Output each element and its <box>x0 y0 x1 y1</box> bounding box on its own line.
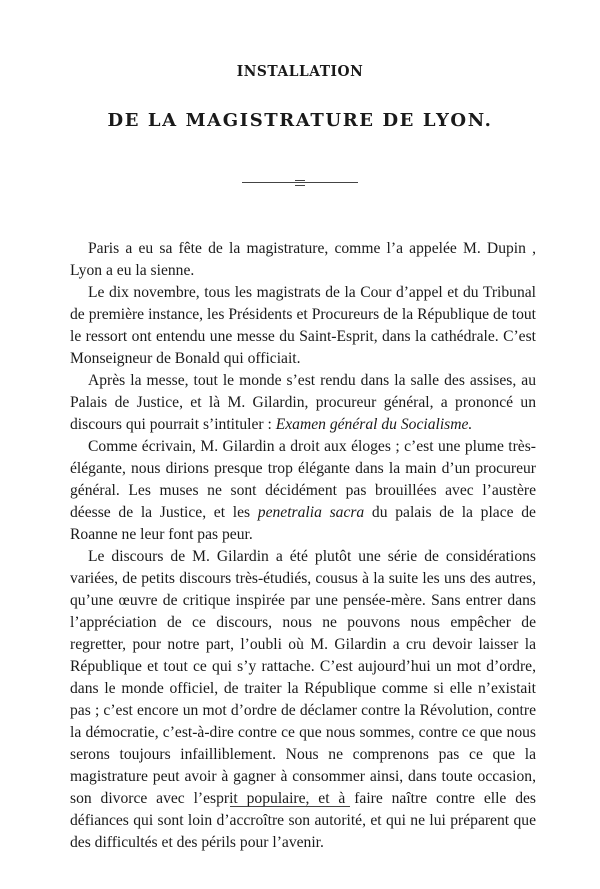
heading-line-2: DE LA MAGISTRATURE DE LYON. <box>107 110 493 131</box>
article-body <box>70 238 536 854</box>
paragraph <box>70 238 536 282</box>
italic-text-segment: Examen général du Socialisme. <box>275 416 473 433</box>
bottom-separator-rule <box>230 806 350 807</box>
text-segment: du palais de la place de Roanne ne leur font pas peur. <box>70 504 536 543</box>
text-segment: Le dix novembre, tous les magistrats de la Cour d’appel et du Tribunal de première instance, les Présidents et Procureurs de la République de tout le ressort ont entendu une messe du Saint-Esprit, dans la cathédrale. C’est Monseigneur de Bonald qui officiait. <box>70 284 536 367</box>
text-segment: Comme écrivain, M. Gilardin a droit aux éloges ; c’est une plume très-élégante, nous dirions presque trop élégante dans la main d’un procureur général. Les muses ne sont décidément pas brouillées avec l’austère déesse de la Justice, et les <box>70 438 536 521</box>
text-segment: Après la messe, tout le monde s’est rendu dans la salle des assises, au Palais de Justice, et là M. Gilardin, procureur général, a prononcé un discours qui pourrait s’intituler : <box>70 372 536 433</box>
text-segment: Paris a eu sa fête de la magistrature, comme l’a appelée M. Dupin , Lyon a eu la sienne. <box>70 240 536 279</box>
heading-line-1: INSTALLATION <box>236 62 364 80</box>
paragraph <box>70 546 536 854</box>
paragraph <box>70 436 536 546</box>
separator-ornament <box>295 180 305 186</box>
paragraph <box>70 282 536 370</box>
text-segment: Le discours de M. Gilardin a été plutôt une série de considérations variées, de petits discours très-étudiés, cousus à la suite les uns des autres, qu’une œuvre de critique inspirée par une pensée-mère. Sans entrer dans l’appréciation de ce discours, nous ne pouvons nous empêcher de regretter, pour notre part, l’oubli où M. Gilardin a cru devoir laisser la République et tout ce qui s’y rattache. C’est aujourd’hui un mot d’ordre, dans le monde officiel, de traiter la République comme si elle n’existait pas ; c’est encore un mot d’ordre de déclamer contre la Révolution, contre la démocratie, c’est-à-dire contre ce que nous sommes, contre ce que nous serons toujours infailliblement. Nous ne comprenons pas ce que la magistrature peut avoir à gagner à consommer ainsi, dans toute occasion, son divorce avec l’esprit populaire, et à faire naître contre elle des défiances qui sont loin d’accroître son autorité, et qui ne lui préparent que des difficultés et des périls pour l’avenir. <box>70 548 536 851</box>
paragraph <box>70 370 536 436</box>
italic-text-segment: penetralia sacra <box>257 504 365 521</box>
